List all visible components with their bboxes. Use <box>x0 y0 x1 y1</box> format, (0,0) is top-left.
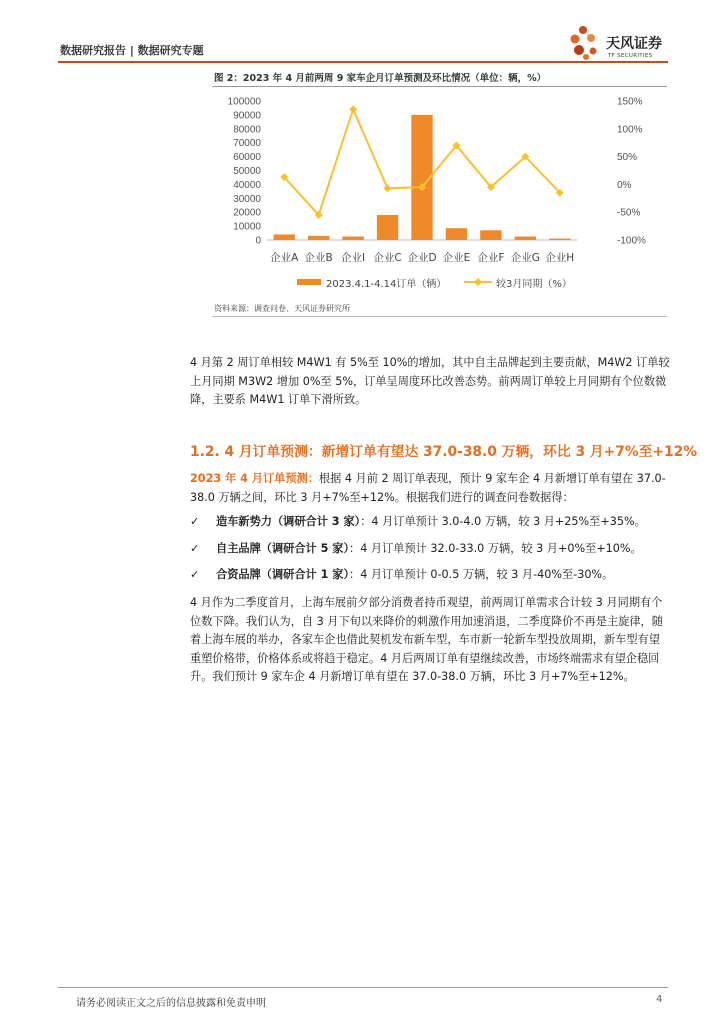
footer-disclaimer: 请务必阅读正文之后的信息披露和免责申明 <box>76 998 266 1009</box>
y-left-tick-label: 70000 <box>233 138 261 150</box>
y-right-tick-label: -50% <box>617 207 641 219</box>
x-tick-label: 企业C <box>373 252 402 264</box>
x-tick-label: 企业B <box>304 252 333 264</box>
figure-title: 图 2：2023 年 4 月前两周 9 家车企月订单预测及环比情况（单位：辆，%） <box>214 73 547 84</box>
figure-bottom-divider <box>212 316 667 317</box>
y-left-tick-label: 60000 <box>233 152 261 164</box>
forecast-lead: 2023 年 4 月订单预测： <box>190 472 319 485</box>
x-tick-label: 企业G <box>510 252 540 264</box>
bullet-item <box>190 540 642 558</box>
bar-mark <box>549 239 570 240</box>
tf-logo-icon <box>566 24 604 62</box>
x-tick-label: 企业I <box>341 252 366 264</box>
bar-mark <box>274 234 295 240</box>
bar-mark <box>342 237 363 240</box>
figure-source: 资料来源：调查问卷、天风证券研究所 <box>214 304 350 313</box>
checkmark-icon: ✓ <box>190 515 200 528</box>
y-left-tick-label: 100000 <box>227 96 261 108</box>
legend-bar-swatch <box>297 279 321 285</box>
y-right-tick-label: 50% <box>617 152 638 164</box>
order-forecast-chart <box>212 88 667 300</box>
page-number: 4 <box>656 994 663 1005</box>
logo-english-name: TF SECURITIES <box>608 53 653 59</box>
x-tick-label: 企业H <box>545 252 575 264</box>
y-left-tick-label: 40000 <box>233 179 261 191</box>
legend-line-label: 较3月同期（%） <box>496 279 572 290</box>
y-right-tick-label: 0% <box>617 179 632 191</box>
line-point <box>384 184 392 192</box>
paragraph-forecast <box>190 470 670 507</box>
y-right-tick-label: 150% <box>617 96 643 108</box>
y-left-tick-label: 30000 <box>233 193 261 205</box>
bullet-text: ：4 月订单预计 0-0.5 万辆，较 3 月-40%至-30%。 <box>349 568 614 581</box>
bar-mark <box>377 215 398 240</box>
y-left-tick-label: 80000 <box>233 124 261 136</box>
footer-divider <box>58 987 668 988</box>
y-left-tick-label: 90000 <box>233 110 261 122</box>
line-point <box>349 105 357 113</box>
bullet-text: ：4 月订单预计 32.0-33.0 万辆，较 3 月+0%至+10%。 <box>349 542 642 555</box>
y-right-tick-label: 100% <box>617 124 643 136</box>
header-divider <box>58 61 668 63</box>
report-header-title: 数据研究报告 | 数据研究专题 <box>60 44 204 57</box>
paragraph-outlook: 4 月作为二季度首月，上海车展前夕部分消费者持币观望，前两周订单需求合计较 3 月同期有个位数下降。我们认为，自 3 月下旬以来降价的刺激作用加速消退，二季度降价不再是主旋律，随着上海车展的举办，各家车企也借此契机发布新车型，车市新一轮新车型投放周期，新车型有望重塑价格带，价格体系或将趋于稳定。4 月后两周订单有望继续改善，市场终端需求有望企稳回升。我们预计 9 家车企 4 月新增订单有望在 37.0-38.0 万辆，环比 3 月+7%至+12%。 <box>190 596 663 683</box>
bullet-label: 合资品牌（调研合计 1 家） <box>216 568 350 581</box>
x-tick-label: 企业E <box>442 252 471 264</box>
y-right-tick-label: -100% <box>617 235 646 247</box>
checkmark-icon: ✓ <box>190 542 200 555</box>
y-left-tick-label: 10000 <box>233 221 261 233</box>
legend-line-marker <box>474 278 482 286</box>
paragraph-weekly-orders: 4 月第 2 周订单相较 M4W1 有 5%至 10%的增加，其中自主品牌起到主要贡献，M4W2 订单较上月同期 M3W2 增加 0%至 5%，订单呈周度环比改善态势。前两周订单较上月同期有个位数微降，主要系 M4W1 订单下滑所致。 <box>190 356 670 406</box>
x-tick-label: 企业D <box>407 252 437 264</box>
bullet-item <box>190 513 646 531</box>
bar-mark <box>308 236 329 240</box>
y-left-tick-label: 20000 <box>233 207 261 219</box>
logo-chinese-name: 天风证券 <box>606 36 662 52</box>
figure-top-divider <box>212 86 667 87</box>
y-left-tick-label: 0 <box>255 235 261 247</box>
legend-bar-label: 2023.4.1-4.14订单（辆） <box>326 279 447 290</box>
x-tick-label: 企业A <box>270 252 299 264</box>
bullet-item <box>190 566 613 584</box>
y-left-tick-label: 50000 <box>233 166 261 177</box>
x-tick-label: 企业F <box>477 252 505 264</box>
bullet-label: 造车新势力（调研合计 3 家） <box>216 515 361 528</box>
bar-mark <box>515 237 536 240</box>
company-logo <box>566 24 676 62</box>
checkmark-icon: ✓ <box>190 568 200 581</box>
section-heading: 1.2. 4 月订单预测：新增订单有望达 37.0-38.0 万辆，环比 3 月+7%至+12% <box>190 444 698 460</box>
bar-mark <box>480 230 501 240</box>
bullet-text: ：4 月订单预计 3.0-4.0 万辆，较 3 月+25%至+35%。 <box>360 515 646 528</box>
bullet-label: 自主品牌（调研合计 5 家） <box>216 542 350 555</box>
bar-mark <box>446 228 467 240</box>
forecast-text: 根据 4 月前 2 周订单表现，预计 9 家车企 4 月新增订单有望在 37.0-38.0 万辆之间，环比 3 月+7%至+12%。根据我们进行的调查问卷数据得： <box>190 472 666 504</box>
